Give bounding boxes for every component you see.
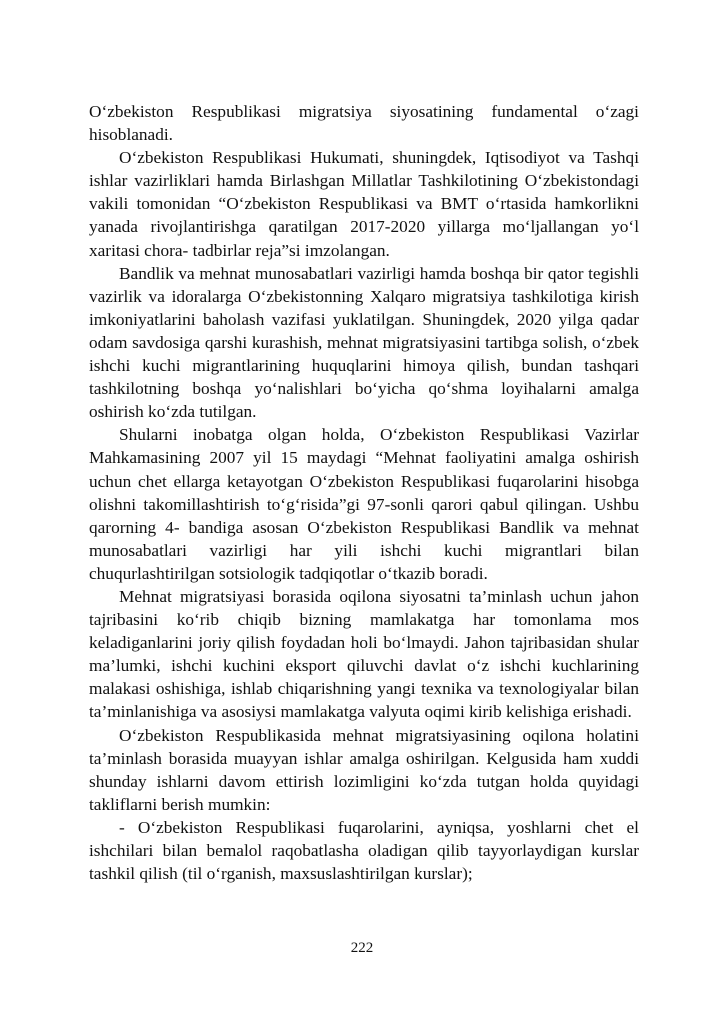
document-body <box>89 100 639 885</box>
paragraph-5: Mehnat migratsiyasi borasida oqilona siyosatni ta’minlash uchun jahon tajribasini ko‘rib chiqib bizning mamlakatga har tomonlama mos keladiganlarini joriy qilish foydadan holi bo‘lmaydi. Jahon tajribasidan shular ma’lumki, ishchi kuchini eksport qiluvchi davlat o‘z ishchi kuchlarining malakasi oshishiga, ishlab chiqarishning yangi texnika va texnologiyalar bilan ta’minlanishiga va asosiysi mamlakatga valyuta oqimi kirib kelishiga erishadi. <box>89 586 639 722</box>
paragraph-1: O‘zbekiston Respublikasi migratsiya siyosatining fundamental o‘zagi hisoblanadi. <box>89 102 639 145</box>
page-number: 222 <box>350 940 374 956</box>
paragraph-3: Bandlik va mehnat munosabatlari vazirligi hamda boshqa bir qator tegishli vazirlik va idoralarga O‘zbekistonning Xalqaro migratsiya tashkilotiga kirish imkoniyatlarini baholash vazifasi yuklatilgan. Shuningdek, 2020 yilga qadar odam savdosiga qarshi kurashish, mehnat migratsiyasini tartibga solish, o‘zbek ishchi kuchi migrantlarining huquqlarini himoya qilish, bundan tashqari tashkilotning boshqa yo‘nalishlari bo‘yicha qo‘shma loyihalarni amalga oshirish ko‘zda tutilgan. <box>89 263 639 422</box>
paragraph-6: O‘zbekiston Respublikasida mehnat migratsiyasining oqilona holatini ta’minlash borasida muayyan ishlar amalga oshirilgan. Kelgusida ham xuddi shunday ishlarni davom ettirish lozimligini ko‘zda tutgan holda quyidagi takliflarni berish mumkin: <box>89 725 639 814</box>
paragraph-2: O‘zbekiston Respublikasi Hukumati, shuningdek, Iqtisodiyot va Tashqi ishlar vazirliklari hamda Birlashgan Millatlar Tashkilotining O‘zbekistondagi vakili tomonidan “O‘zbekiston Respublikasi va BMT o‘rtasida hamkorlikni yanada rivojlantirishga qaratilgan 2017-2020 yillarga mo‘ljallangan yo‘l xaritasi chora- tadbirlar reja”si imzolangan. <box>89 148 639 260</box>
paragraph-7: - O‘zbekiston Respublikasi fuqarolarini, ayniqsa, yoshlarni chet el ishchilari bilan bemalol raqobatlasha oladigan qilib tayyorlaydigan kurslar tashkil qilish (til o‘rganish, maxsuslashtirilgan kurslar); <box>89 817 639 884</box>
paragraph-4: Shularni inobatga olgan holda, O‘zbekiston Respublikasi Vazirlar Mahkamasining 2007 yil 15 maydagi “Mehnat faoliyatini amalga oshirish uchun chet ellarga ketayotgan O‘zbekiston Respublikasi fuqarolarini hisobga olishni takomillashtirish to‘g‘risida”gi 97-sonli qarori qabul qilingan. Ushbu qarorning 4- bandiga asosan O‘zbekiston Respublikasi Bandlik va mehnat munosabatlari vazirligi har yili ishchi kuchi migrantlari bilan chuqurlashtirilgan sotsiologik tadqiqotlar o‘tkazib boradi. <box>89 425 639 583</box>
